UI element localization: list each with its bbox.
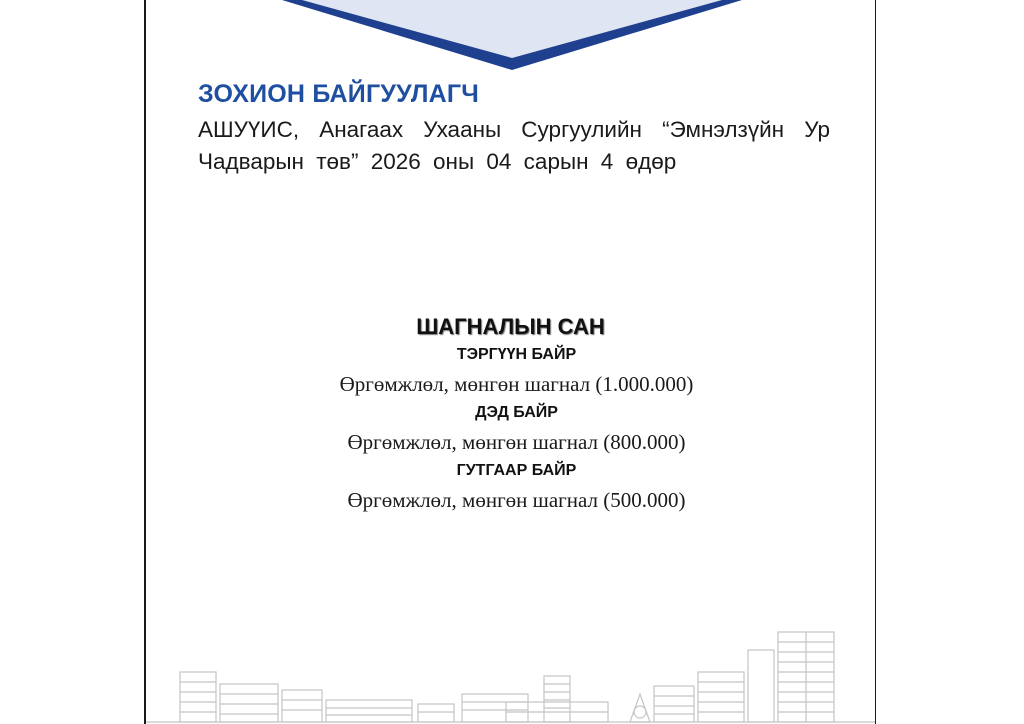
organizer-text: АШУҮИС, Анагаах Ухааны Сургуулийн “Эмнэлзүйн Ур Чадварын төв” 2026 оны 04 сарын 4 өдөр <box>198 117 830 174</box>
prize-fund-section <box>146 312 875 516</box>
header-chevron-banner <box>146 0 875 80</box>
second-place-reward: Өргөмжлөл, мөнгөн шагнал (800.000) <box>347 430 686 454</box>
third-place-label: ГУТГААР БАЙР <box>456 462 577 479</box>
third-place-reward: Өргөмжлөл, мөнгөн шагнал (500.000) <box>347 488 686 512</box>
organizer-title: ЗОХИОН БАЙГУУЛАГЧ <box>198 80 480 108</box>
chevron-light-fill <box>286 0 742 62</box>
document-page <box>146 0 875 724</box>
second-place-label: ДЭД БАЙР <box>475 404 558 421</box>
first-place-label: ТЭРГҮҮН БАЙР <box>456 346 577 363</box>
city-skyline-illustration <box>146 620 875 724</box>
prize-fund-title: ШАГНАЛЫН САН <box>416 314 605 339</box>
first-place-reward: Өргөмжлөл, мөнгөн шагнал (1.000.000) <box>339 372 694 396</box>
